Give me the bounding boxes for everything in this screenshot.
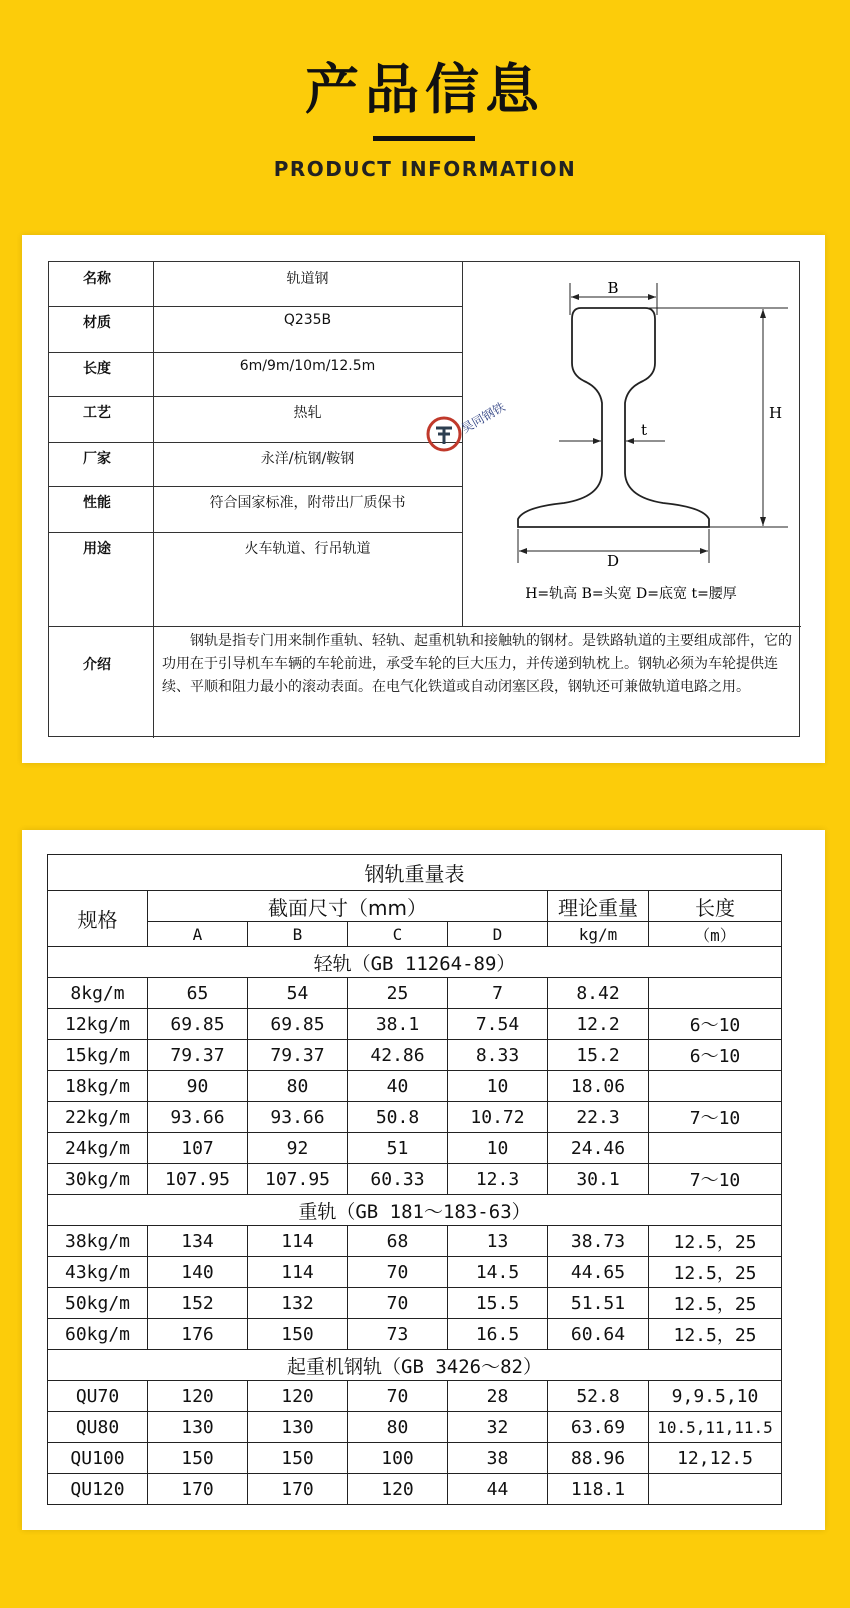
table-cell: 107 [148, 1133, 248, 1164]
label-performance: 性能 [83, 495, 111, 511]
table-cell: 18kg/m [48, 1071, 148, 1102]
table-cell: 7～10 [649, 1102, 782, 1133]
table-cell: 44.65 [548, 1257, 649, 1288]
table-row [48, 1164, 782, 1195]
table-cell: 132 [248, 1288, 348, 1319]
table-cell: 107.95 [248, 1164, 348, 1195]
section-title: 起重机钢轨（GB 3426～82） [48, 1350, 782, 1381]
table-cell: 51.51 [548, 1288, 649, 1319]
table-cell: 38 [448, 1443, 548, 1474]
table-cell: QU120 [48, 1474, 148, 1505]
table-cell: 12.2 [548, 1009, 649, 1040]
label-h: H [769, 404, 783, 422]
table-cell: 60.33 [348, 1164, 448, 1195]
table-cell: 12.5，25 [649, 1319, 782, 1350]
table-cell: 43kg/m [48, 1257, 148, 1288]
weight-table-card [22, 830, 825, 1530]
table-cell: 88.96 [548, 1443, 649, 1474]
table-cell: 93.66 [248, 1102, 348, 1133]
table-cell: 24.46 [548, 1133, 649, 1164]
label-length: 长度 [83, 361, 111, 377]
table-cell: 152 [148, 1288, 248, 1319]
title-underline [373, 136, 475, 141]
table-cell: 38.73 [548, 1226, 649, 1257]
table-cell: 14.5 [448, 1257, 548, 1288]
table-cell: 79.37 [148, 1040, 248, 1071]
table-cell: 54 [248, 978, 348, 1009]
table-cell: 24kg/m [48, 1133, 148, 1164]
table-cell: 42.86 [348, 1040, 448, 1071]
header-col-d: D [448, 922, 548, 947]
table-cell: 100 [348, 1443, 448, 1474]
table-cell: 10 [448, 1071, 548, 1102]
table-cell: 114 [248, 1257, 348, 1288]
table-cell: 12kg/m [48, 1009, 148, 1040]
table-row [48, 1288, 782, 1319]
table-cell: 25 [348, 978, 448, 1009]
table-cell: 60kg/m [48, 1319, 148, 1350]
header-section: 截面尺寸（mm） [148, 891, 548, 922]
table-cell: 44 [448, 1474, 548, 1505]
value-performance: 符合国家标准，附带出厂质保书 [209, 495, 406, 511]
info-table [48, 261, 800, 737]
table-cell: 16.5 [448, 1319, 548, 1350]
logo-text: 昊同钢铁 [459, 399, 508, 436]
table-cell: 22kg/m [48, 1102, 148, 1133]
header-weight-unit: kg/m [548, 922, 649, 947]
value-length: 6m/9m/10m/12.5m [239, 358, 376, 374]
table-cell: 134 [148, 1226, 248, 1257]
table-cell: 12.3 [448, 1164, 548, 1195]
value-name: 轨道钢 [286, 271, 329, 287]
table-cell: 140 [148, 1257, 248, 1288]
table-cell: 28 [448, 1381, 548, 1412]
table-cell: 79.37 [248, 1040, 348, 1071]
header-length: 长度 [649, 891, 782, 922]
table-cell: QU100 [48, 1443, 148, 1474]
table-cell: QU70 [48, 1381, 148, 1412]
diagram-legend: H=轨高 B=头宽 D=底宽 t=腰厚 [525, 586, 737, 602]
table-cell: 8kg/m [48, 978, 148, 1009]
table-cell: 80 [348, 1412, 448, 1443]
table-cell: 32 [448, 1412, 548, 1443]
table-cell: 69.85 [248, 1009, 348, 1040]
header-weight: 理论重量 [548, 891, 649, 922]
table-cell: 12.5，25 [649, 1226, 782, 1257]
page-subtitle: PRODUCT INFORMATION [273, 157, 577, 181]
table-cell: 30.1 [548, 1164, 649, 1195]
value-process: 热轧 [293, 405, 322, 421]
table-cell: 15kg/m [48, 1040, 148, 1071]
table-cell: 50kg/m [48, 1288, 148, 1319]
label-name: 名称 [83, 271, 111, 287]
table-row [48, 1040, 782, 1071]
table-cell: 170 [148, 1474, 248, 1505]
table-cell: 6～10 [649, 1009, 782, 1040]
table-cell [649, 1133, 782, 1164]
label-usage: 用途 [83, 541, 111, 557]
table-cell: 68 [348, 1226, 448, 1257]
table-cell: 70 [348, 1381, 448, 1412]
header-spec: 规格 [48, 891, 148, 947]
table-cell: 107.95 [148, 1164, 248, 1195]
table-row [48, 1381, 782, 1412]
table-row [48, 1133, 782, 1164]
label-d: D [606, 552, 620, 570]
table-cell: 150 [248, 1443, 348, 1474]
table-cell: 12,12.5 [649, 1443, 782, 1474]
table-cell: 38kg/m [48, 1226, 148, 1257]
table-cell: 176 [148, 1319, 248, 1350]
table-cell: 120 [248, 1381, 348, 1412]
weight-table [47, 854, 782, 1505]
table-cell: 114 [248, 1226, 348, 1257]
table-cell: 10.72 [448, 1102, 548, 1133]
table-cell: 15.2 [548, 1040, 649, 1071]
table-cell: 30kg/m [48, 1164, 148, 1195]
table-cell: 40 [348, 1071, 448, 1102]
table-row [48, 1071, 782, 1102]
table-cell [649, 1071, 782, 1102]
table-cell: 69.85 [148, 1009, 248, 1040]
table-cell: 60.64 [548, 1319, 649, 1350]
table-cell: 38.1 [348, 1009, 448, 1040]
page-title: 产品信息 [305, 58, 545, 121]
table-cell: 130 [248, 1412, 348, 1443]
logo-icon [424, 414, 464, 454]
value-manufacturer: 永洋/杭钢/鞍钢 [260, 451, 355, 467]
table-cell: 15.5 [448, 1288, 548, 1319]
value-usage: 火车轨道、行吊轨道 [244, 541, 371, 557]
table-row [48, 1257, 782, 1288]
table-cell: 7～10 [649, 1164, 782, 1195]
table-cell: 8.42 [548, 978, 649, 1009]
table-row [48, 978, 782, 1009]
table-cell: 50.8 [348, 1102, 448, 1133]
table-cell: 10.5,11,11.5 [649, 1412, 782, 1443]
label-material: 材质 [83, 315, 111, 331]
section-title: 重轨（GB 181～183-63） [48, 1195, 782, 1226]
label-b: B [607, 279, 619, 297]
label-process: 工艺 [83, 405, 111, 421]
table-row [48, 1102, 782, 1133]
table-row [48, 1226, 782, 1257]
header-col-b: B [248, 922, 348, 947]
table-row [48, 1319, 782, 1350]
value-material: Q235B [283, 312, 332, 328]
table-cell: 18.06 [548, 1071, 649, 1102]
table-cell: 7.54 [448, 1009, 548, 1040]
header-col-c: C [348, 922, 448, 947]
rail-profile [518, 308, 709, 527]
brand-logo [424, 399, 508, 464]
table-row [48, 1412, 782, 1443]
table-row [48, 1009, 782, 1040]
table-cell: 63.69 [548, 1412, 649, 1443]
table-cell: 90 [148, 1071, 248, 1102]
label-manufacturer: 厂家 [83, 451, 111, 467]
table-cell: 150 [148, 1443, 248, 1474]
table-cell: 170 [248, 1474, 348, 1505]
table-cell: 150 [248, 1319, 348, 1350]
table-cell: 10 [448, 1133, 548, 1164]
table-cell: QU80 [48, 1412, 148, 1443]
table-cell: 70 [348, 1257, 448, 1288]
header-length-unit: （m） [649, 922, 782, 947]
table-cell: 13 [448, 1226, 548, 1257]
table-cell: 73 [348, 1319, 448, 1350]
table-cell [649, 1474, 782, 1505]
table-cell: 120 [348, 1474, 448, 1505]
table-cell: 70 [348, 1288, 448, 1319]
rail-section-diagram [463, 263, 800, 625]
table-cell: 22.3 [548, 1102, 649, 1133]
table-cell: 120 [148, 1381, 248, 1412]
table-cell: 7 [448, 978, 548, 1009]
label-t: t [641, 421, 648, 439]
table-cell: 80 [248, 1071, 348, 1102]
table-cell: 6～10 [649, 1040, 782, 1071]
table-cell: 8.33 [448, 1040, 548, 1071]
table-cell: 12.5，25 [649, 1257, 782, 1288]
table-cell: 93.66 [148, 1102, 248, 1133]
table-row [48, 1474, 782, 1505]
table-row [48, 1443, 782, 1474]
table-cell: 9,9.5,10 [649, 1381, 782, 1412]
intro-text: 钢轨是指专门用来制作重轨、轻轨、起重机轨和接触轨的钢材。是铁路轨道的主要组成部件，它的功用在于引导机车车辆的车轮前进，承受车轮的巨大压力，并传递到轨枕上。钢轨必须为车轮提供连续、平顺和阻力最小的滚动表面。在电气化铁道或自动闭塞区段，钢轨还可兼做轨道电路之用。 [162, 633, 792, 695]
table-cell: 12.5，25 [649, 1288, 782, 1319]
table-cell: 51 [348, 1133, 448, 1164]
table-cell: 118.1 [548, 1474, 649, 1505]
table-cell [649, 978, 782, 1009]
product-info-card [22, 235, 825, 763]
table-cell: 65 [148, 978, 248, 1009]
table-cell: 92 [248, 1133, 348, 1164]
table-cell: 52.8 [548, 1381, 649, 1412]
table-cell: 130 [148, 1412, 248, 1443]
section-title: 轻轨（GB 11264-89） [48, 947, 782, 978]
label-intro: 介绍 [83, 657, 111, 673]
header-col-a: A [148, 922, 248, 947]
table-caption: 钢轨重量表 [48, 855, 782, 891]
